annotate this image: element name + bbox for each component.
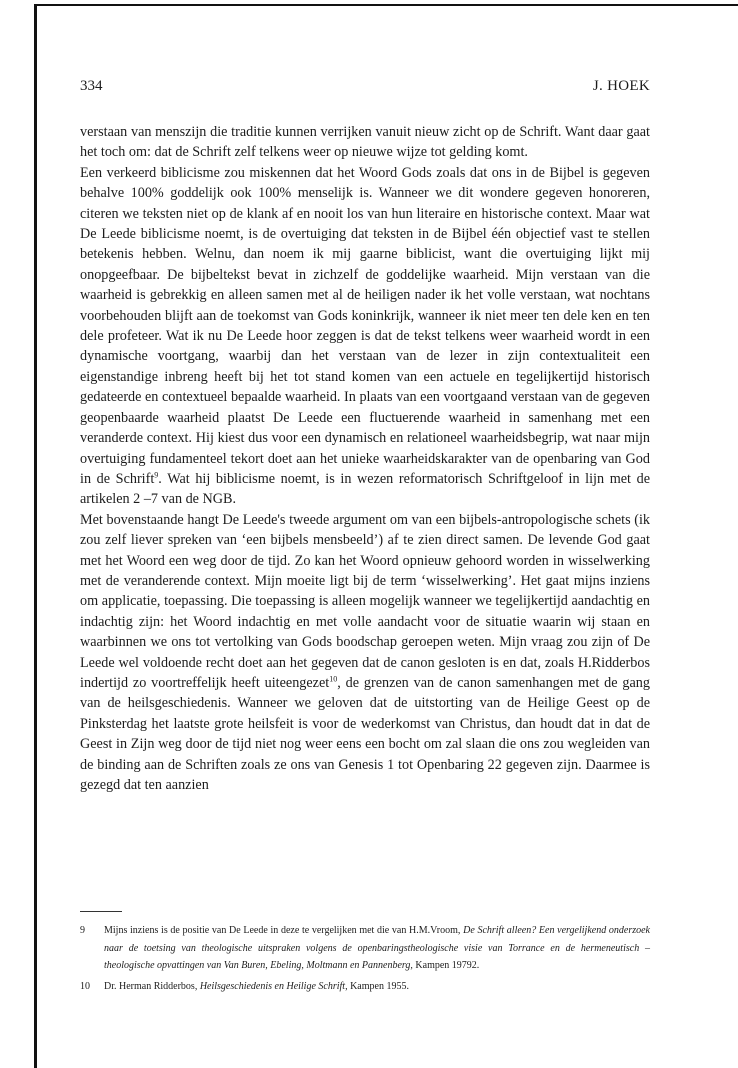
- paragraph-1: verstaan van menszijn die traditie kunnen verrijken vanuit nieuw zicht op de Schrift. Want daar gaat het toch om: dat de Schrift zelf telkens weer op nieuwe wijze tot gelding komt.: [80, 124, 650, 161]
- footnote-lead: Dr. Herman Ridderbos,: [104, 980, 200, 992]
- footnote-title: De Schrift alleen? Een vergelijkend onderzoek naar de toetsing van theologische uitspraken volgens de openbaringstheologische visie van Torrance en de hermeneutisch –theologische opvattingen van Van Buren, Ebeling, Moltmann en Pannenberg,: [104, 925, 650, 971]
- footnote-tail: Kampen 19792.: [412, 960, 480, 971]
- paragraph-2-text: Een verkeerd biblicisme zou miskennen dat het Woord Gods zoals dat ons in de Bijbel is gegeven behalve 100% goddelijk ook 100% menselijk is. Wanneer we dit wondere gegeven honoreren, citeren we teksten niet op de klank af en nooit los van hun literaire en historische context. Maar wat De Leede biblicisme noemt, is de overtuiging dat teksten in de Bijbel één objectief vast te stellen betekenis hebben. Welnu, dan noem ik mij gaarne biblicist, want die overtuiging lijkt mij onopgeefbaar. De bijbeltekst bevat in zichzelf de goddelijke waarheid. Mijn verstaan van die waarheid is gebrekkig en alleen samen met al de heiligen nader ik het volle verstaan, wat nochtans voorbehouden blijft aan de toekomst van Gods koninkrijk, wanneer ik niet meer ten dele ken en ten dele profeteer. Wat ik nu De Leede hoor zeggen is dat de tekst telkens weer waarheid wordt in een dynamische voortgang, waarbij dan het verstaan van de lezer in zijn contextualiteit een eigenstandige inbreng heeft bij het tot stand komen van een actuele en tegelijkertijd historisch gedateerde en contextueel bepaalde waarheid. In plaats van een voortgaand verstaan van de gegeven geopenbaarde waarheid plaatst De Leede een fluctuerende waarheid in samenhang met een veranderde context. Hij kiest dus voor een dynamisch en relationeel waarheidsbegrip, wat naar mijn overtuiging fundamenteel tekort doet aan het unieke waarheidskarakter van de openbaring van God in de Schrift: [80, 164, 650, 487]
- footnote-lead: Mijns inziens is de positie van De Leede in deze te vergelijken met die van H.M.Vroom,: [104, 925, 464, 936]
- footnote-ref-9[interactable]: 9: [154, 470, 159, 480]
- footnote-tail: Kampen 1955.: [347, 980, 409, 992]
- paragraph-3: [80, 510, 650, 796]
- page-border-left: [34, 4, 37, 1068]
- running-header: [80, 78, 650, 98]
- page-number: 334: [80, 78, 103, 94]
- paragraph-3-text: Met bovenstaande hangt De Leede's tweede argument om van een bijbels-antropologische schets (ik zou zelf liever spreken van ‘een bijbels mensbeeld’) af te zien direct samen. De levende God gaat met het Woord een weg door de tijd. Zo kan het Woord opnieuw gehoord worden in wisselwerking met de veranderende context. Mijn moeite ligt bij de term ‘wisselwerking’. Het gaat mijns inziens om applicatie, toepassing. Die toepassing is alleen mogelijk wanneer we tegelijkertijd aandachtig en indachtig zijn: het Woord indachtig en met volle aandacht voor de situatie waarin wij staan en waarbinnen we ons tot vertolking van Gods boodschap geroepen weten. Mijn vraag zou zijn of De Leede wel voldoende recht doet aan het gegeven dat de canon gesloten is en dat, zoals H.Ridderbos indertijd zo voortreffelijk heeft uiteengezet: [80, 511, 650, 691]
- footnote-9: [80, 922, 650, 975]
- footnotes: [80, 922, 650, 998]
- body-text: [80, 122, 650, 795]
- footnote-10: [80, 978, 650, 996]
- paragraph-3-tail: , de grenzen van de canon samenhangen met de gang van de heilsgeschiedenis. Wanneer we geloven dat de uitstorting van de Heilige Geest op de Pinksterdag het laatste grote heilsfeit is voor de wederkomst van Christus, dan houdt dat in dat de Geest in Zijn weg door de tijd niet nog weer eens een bocht om zal slaan die ons zou wegleiden van de binding aan de Schriften zoals ze ons van Genesis 1 tot Openbaring 22 gegeven zijn. Daarmee is gezegd dat ten aanzien: [80, 674, 650, 793]
- footnote-number: 10: [80, 980, 90, 992]
- footnote-number: 9: [80, 925, 85, 936]
- footnote-ref-10[interactable]: 10: [329, 674, 338, 684]
- footnote-separator: [80, 911, 122, 912]
- page-border-top: [34, 4, 738, 6]
- paragraph-2: [80, 163, 650, 510]
- running-author: J. HOEK: [592, 78, 650, 94]
- paragraph-2-tail: . Wat hij biblicisme noemt, is in wezen reformatorisch Schriftgeloof in lijn met de artikelen 2 –7 van de NGB.: [80, 470, 651, 508]
- footnote-title: Heilsgeschiedenis en Heilige Schrift,: [199, 980, 348, 992]
